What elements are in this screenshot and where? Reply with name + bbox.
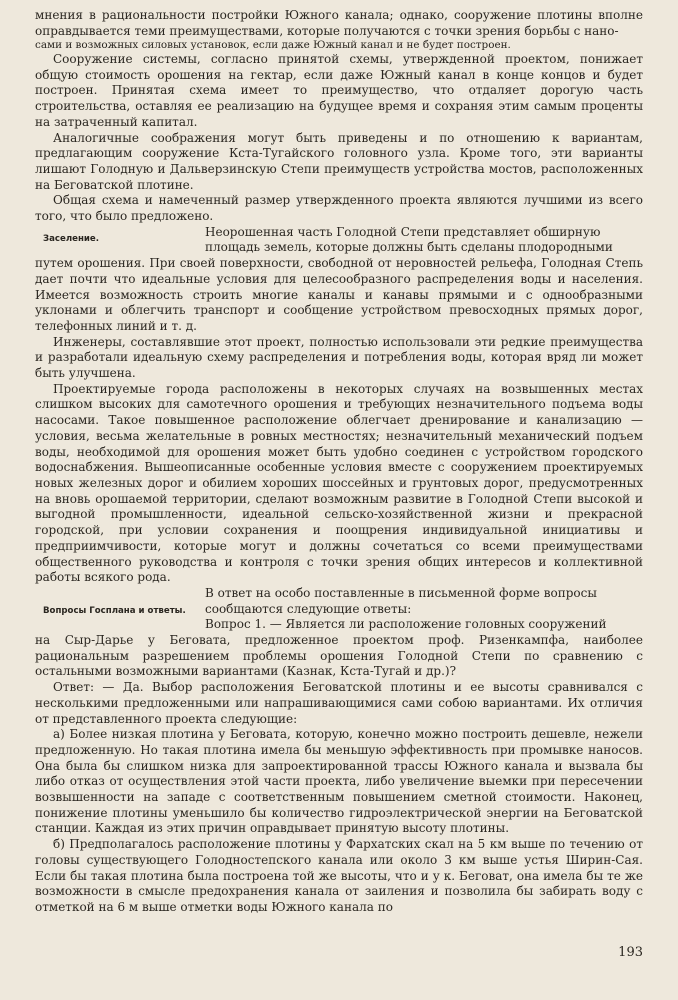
intro-paragraph-4: Общая схема и намеченный размер утвержденного проекта являются лучшими из всего того, что было предложено. xyxy=(35,193,643,224)
questions-section xyxy=(35,586,643,633)
settlement-second-line: площадь земель, которые должны быть сделаны плодородными xyxy=(205,240,613,255)
settlement-section xyxy=(35,225,643,256)
answer-item-a: а) Более низкая плотина у Беговата, которую, конечно можно построить дешевле, нежели предложенную. Но такая плотина имела бы меньшую эффективность при промывке наносов. Она была бы слишком низка для запроектированной трассы Южного канала и вызвала бы либо отказ от осуществления этой части проекта, либо увеличение выемки при пересечении возвышенности на западе с соответственным повышением сметной стоимости. Наконец, понижение плотины уменьшило бы количество гидроэлектрической энергии на Беговатской станции. Каждая из этих причин оправдывает принятую высоту плотины. xyxy=(35,727,643,836)
page-number: 193 xyxy=(618,945,643,960)
settlement-paragraph-3: Проектируемые города расположены в некоторых случаях на возвышенных местах слишком высоких для самотечного орошения и требующих незначительного подъема воды насосами. Такое повышенное расположение облегчает дренирование и канализацию — условия, весьма желательные в ровных местностях; незначительный механический подъем воды, необходимой для орошения может быть удобно соединен с устройством городского водоснабжения. Вышеописанные особенные условия вместе с сооружением проектируемых новых железных дорог и обилием хороших шоссейных и грунтовых дорог, предусмотренных на вновь орошаемой территории, сделают возможным развитие в Голодной Степи высокой и выгодной промышленности, идеальной сельско-хозяйственной жизни и прекрасной городской, при условии сохранения и поощрения индивидуальной инициативы и предприимчивости, которые могут и должны сочетаться со всеми преимуществами общественного руководства и контроля с точки зрения общих интересов и коллективной работы всякого рода. xyxy=(35,381,643,585)
settlement-first-line: Неорошенная часть Голодной Степи представляет обширную xyxy=(205,224,601,239)
settlement-paragraph-1: путем орошения. При своей поверхности, свободной от неровностей рельефа, Голодная Степь дает почти что идеальные условия для целесообразного распределения воды и населения. Имеется возможность строить многие каналы и канавы прямыми и с однообразными уклонами и облегчить транспорт и сообщение устройством превосходных прямых дорог, телефонных линий и т. д. xyxy=(35,256,643,333)
intro-paragraph-1: мнения в рациональности постройки Южного канала; однако, сооружение плотины вполне оправдывается теми преимуществами, которые получаются с точки зрения борьбы с нано- xyxy=(35,8,643,38)
answer-item-b: б) Предполагалось расположение плотины у Фархатских скал на 5 км выше по течению от головы существующего Голодностепского канала или около 3 км выше устья Ширин-Сая. Если бы такая плотина была построена той же высоты, что и у к. Беговат, она имела бы те же возможности в смысле предохранения канала от заиления и позволила бы забирать воду с отметкой на 6 м выше отметки воды Южного канала по xyxy=(35,837,643,914)
settlement-side-heading: Заселение. xyxy=(43,233,100,244)
question-1-text: на Сыр-Дарье у Беговата, предложенное проектом проф. Ризенкампфа, наиболее рациональным разрешением проблемы орошения Голодной Степи по сравнению с остальными возможными вариантами (Казнак, Кста-Тугай и др.)? xyxy=(35,633,643,679)
intro-paragraph-1-small: сами и возможных силовых установок, если даже Южный канал и не будет построен. xyxy=(35,39,511,52)
questions-side-heading: Вопросы Госплана и ответы. xyxy=(43,605,186,616)
settlement-paragraph-2: Инженеры, составлявшие этот проект, полностью использовали эти редкие преимущества и разработали идеальную схему распределения и потребления воды, которая вряд ли может быть улучшена. xyxy=(35,334,643,381)
intro-paragraph-2: Сооружение системы, согласно принятой схемы, утвержденной проектом, понижает общую стоимость орошения на гектар, если даже Южный канал в конце концов и будет построен. Принятая схема имеет то преимущество, что отдаляет дорогую часть строительства, оставляя ее реализацию на будущее время и сохраняя этим самым проценты на затраченный капитал. xyxy=(35,52,643,129)
intro-paragraph-3: Аналогичные соображения могут быть приведены и по отношению к вариантам, предлагающим сооружение Кста-Тугайского головного узла. Кроме того, эти варианты лишают Голодную и Дальверзинскую Степи преимуществ устройства мостов, расположенных на Беговатской плотине. xyxy=(35,130,643,192)
question-1-first-line: Вопрос 1. — Является ли расположение головных сооружений xyxy=(205,617,607,632)
text-column xyxy=(35,8,643,916)
questions-intro-line-2: сообщаются следующие ответы: xyxy=(205,601,412,616)
answer-paragraph: Ответ: — Да. Выбор расположения Беговатской плотины и ее высоты сравнивался с несколькими предложенными или напрашивающимися сами собою вариантами. Их отличия от представленного проекта следующие: xyxy=(35,680,643,726)
questions-intro-line-1: В ответ на особо поставленные в письменной форме вопросы xyxy=(205,585,597,600)
